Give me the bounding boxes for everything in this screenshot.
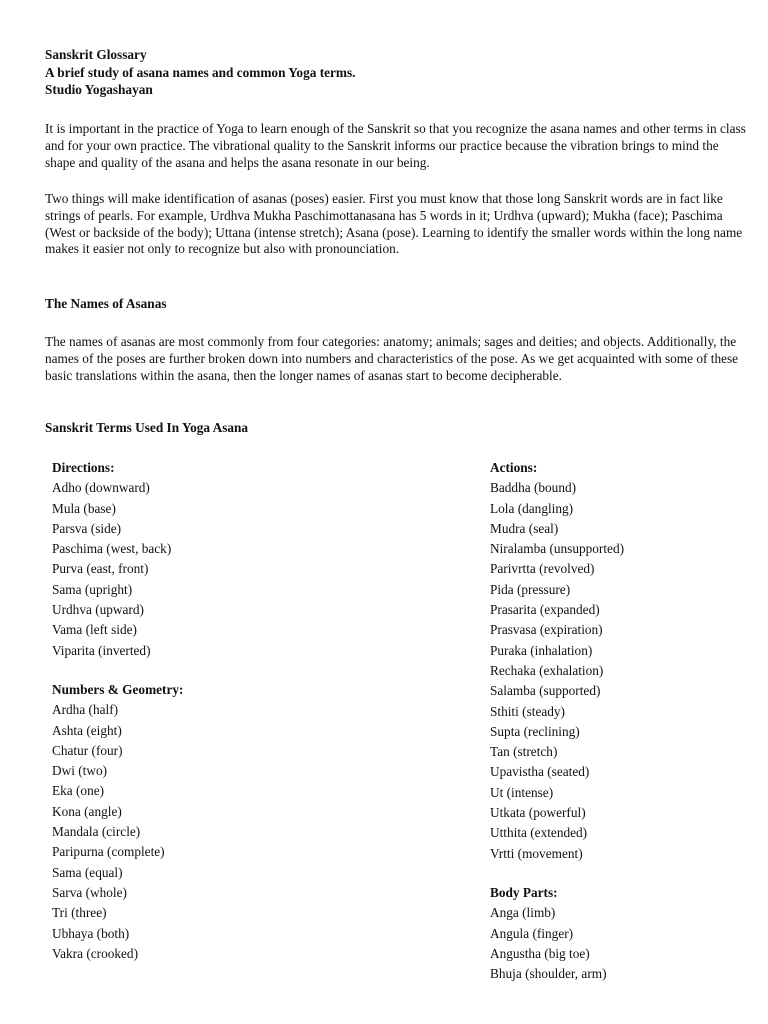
list-item: Supta (reclining) [490,723,580,739]
sanskrit-terms-heading: Sanskrit Terms Used In Yoga Asana [45,420,249,435]
list-item: Tri (three) [52,905,107,921]
list-item: Paripurna (complete) [52,844,165,860]
list-item: Angula (finger) [490,925,574,941]
list-item: Ashta (eight) [52,722,122,738]
list-item: Tan (stretch) [490,744,558,760]
intro-paragraph-2: Two things will make identification of asanas (poses) easier. First you must know that those long Sanskrit words are in fact like strings of pearls. For example, Urdhva Mukha Paschimottanasana has 5 words in it; Urdhva (upward); Mukha (face); Paschima (West or backside of the body); Uttana (intense stretch); Asana (pose). Learning to identify the smaller words within the long name makes it easier not only to recognize but also with pronounciation. [45,191,743,257]
body-parts-title: Body Parts: [490,884,558,900]
list-item: Prasarita (expanded) [490,602,600,618]
list-item: Mudra (seal) [490,520,559,536]
body-parts-list [490,903,624,984]
list-item: Mandala (circle) [52,824,141,840]
list-item: Parivrtta (revolved) [490,561,595,577]
actions-list [490,478,624,864]
list-item: Puraka (inhalation) [490,642,593,658]
list-item: Mula (base) [52,500,116,516]
list-item: Sthiti (steady) [490,703,565,719]
list-item: Lola (dangling) [490,500,574,516]
list-item: Viparita (inverted) [52,642,151,658]
list-item: Anga (limb) [490,905,556,921]
studio-name: Studio Yogashayan [45,82,153,97]
names-of-asanas-heading: The Names of Asanas [45,296,167,311]
names-of-asanas-paragraph: The names of asanas are most commonly from four categories: anatomy; animals; sages and deities; and objects. Additionally, the names of the poses are further broken down into numbers and characteristics of the pose. As we get acquainted with some of these basic translations within the asana, then the longer names of asanas start to become decipherable. [45,334,739,383]
group-spacer [490,864,624,883]
list-item: Niralamba (unsupported) [490,541,625,557]
directions-title: Directions: [52,460,115,475]
glossary-subtitle: A brief study of asana names and common Yoga terms. [45,64,356,80]
list-item: Sama (equal) [52,864,123,880]
list-item: Dwi (two) [52,763,108,779]
left-terms-column [52,458,183,964]
actions-title: Actions: [490,460,538,475]
list-item: Sarva (whole) [52,884,127,900]
list-item: Purva (east, front) [52,561,149,577]
list-item: Vama (left side) [52,622,137,638]
list-item: Adho (downward) [52,480,150,496]
directions-list [52,478,183,661]
list-item: Paschima (west, back) [52,541,172,557]
list-item: Angustha (big toe) [490,945,590,961]
list-item: Utkata (powerful) [490,805,586,821]
list-item: Pida (pressure) [490,581,571,597]
list-item: Upavistha (seated) [490,764,590,780]
list-item: Sama (upright) [52,581,133,597]
document-header [45,46,356,99]
list-item: Parsva (side) [52,520,122,536]
list-item: Ubhaya (both) [52,925,130,941]
list-item: Vrtti (movement) [490,845,583,861]
list-item: Prasvasa (expiration) [490,622,603,638]
list-item: Rechaka (exhalation) [490,662,604,678]
list-item: Baddha (bound) [490,480,577,496]
right-terms-column [490,458,624,984]
list-item: Salamba (supported) [490,683,601,699]
list-item: Vakra (crooked) [52,945,139,961]
list-item: Urdhva (upward) [52,602,144,618]
group-spacer [52,661,183,680]
list-item: Utthita (extended) [490,825,588,841]
list-item: Bhuja (shoulder, arm) [490,966,607,982]
glossary-title: Sanskrit Glossary [45,47,147,62]
list-item: Ut (intense) [490,784,554,800]
list-item: Ardha (half) [52,702,119,718]
numbers-geometry-list [52,700,183,964]
numbers-geometry-title: Numbers & Geometry: [52,681,184,697]
intro-paragraph-1: It is important in the practice of Yoga to learn enough of the Sanskrit so that you recognize the asana names and other terms in class and for your own practice. The vibrational quality to the Sanskrit informs our practice because the vibration brings to mind the shape and quality of the asana and helps the asana resonate in our being. [45,121,746,170]
list-item: Eka (one) [52,783,105,799]
list-item: Chatur (four) [52,742,123,758]
list-item: Kona (angle) [52,803,122,819]
